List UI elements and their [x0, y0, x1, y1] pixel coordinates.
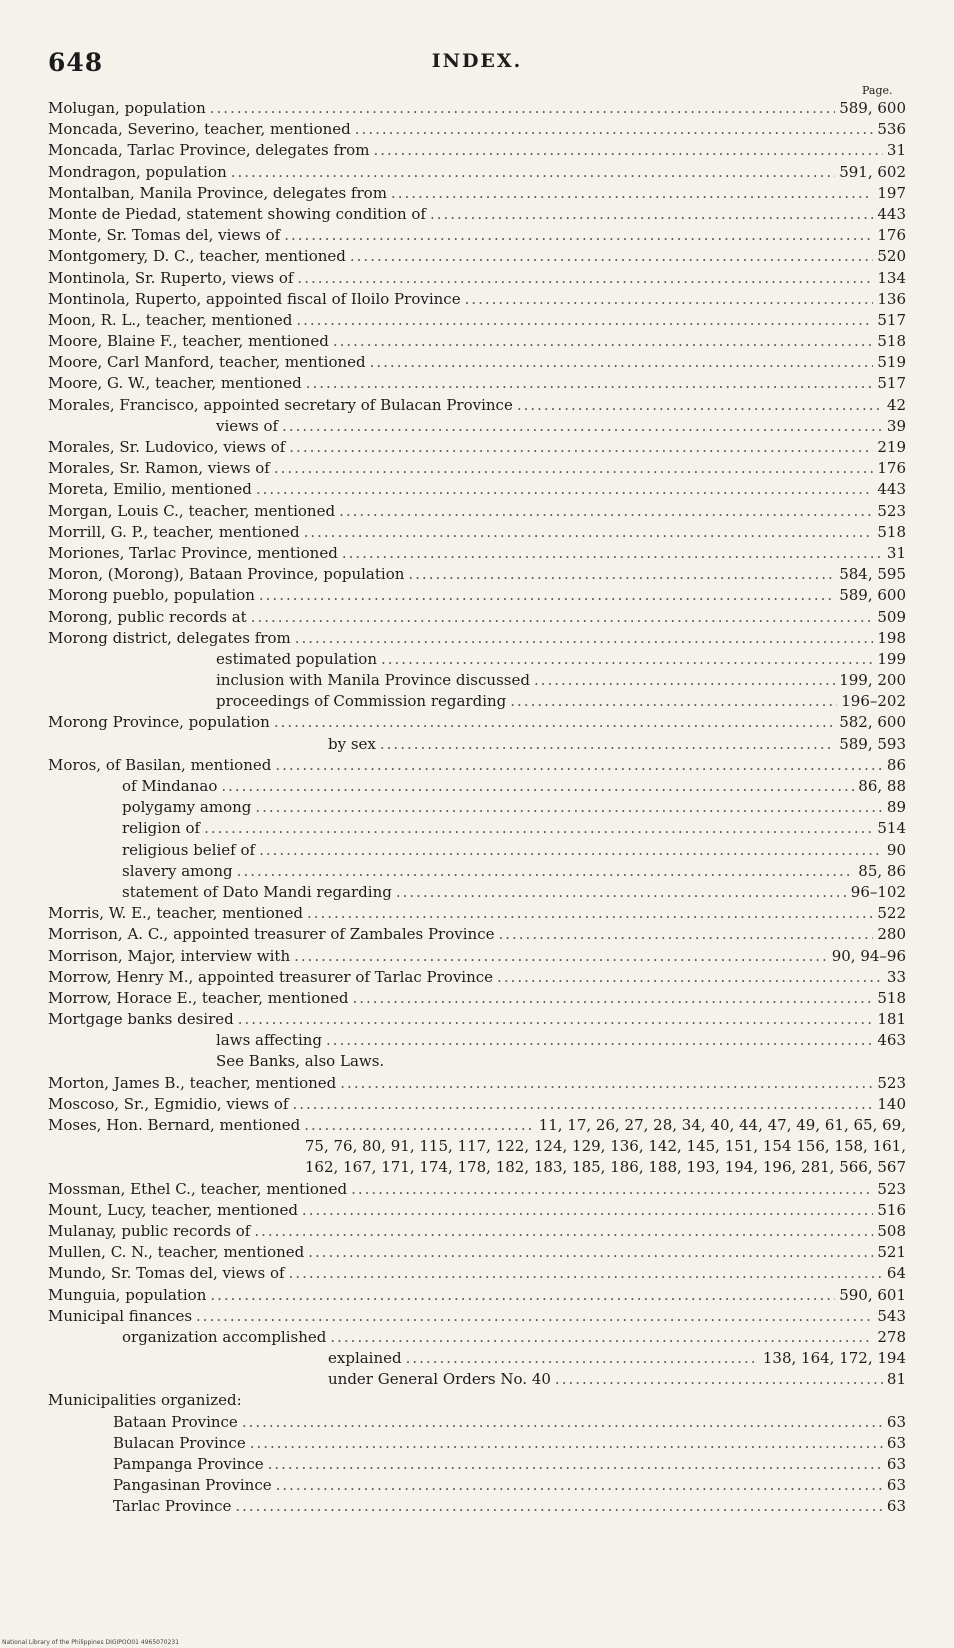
entry-pages: 523 [877, 501, 906, 520]
entry-label: Pangasinan Province [113, 1476, 272, 1495]
leader-dots [256, 479, 874, 500]
index-entry [48, 225, 906, 246]
leader-dots [210, 1285, 835, 1306]
entry-label: Morales, Francisco, appointed secretary of Bulacan Province [48, 395, 513, 414]
leader-dots [342, 543, 883, 564]
leader-dots [333, 331, 874, 352]
entry-label: Morrison, Major, interview with [48, 946, 291, 965]
entry-pages: 584, 595 [839, 565, 906, 584]
entry-label: Morong district, delegates from [48, 628, 291, 647]
index-entry [48, 204, 906, 225]
entry-label: Morton, James B., teacher, mentioned [48, 1073, 337, 1092]
index-entry [48, 988, 906, 1009]
entry-label: Moncada, Tarlac Province, delegates from [48, 141, 370, 160]
index-entry [48, 1200, 906, 1221]
leader-dots [210, 98, 835, 119]
leader-dots [276, 1475, 883, 1496]
entry-label: polygamy among [122, 798, 252, 817]
leader-dots [330, 1327, 873, 1348]
leader-dots [238, 1009, 874, 1030]
leader-dots [391, 183, 873, 204]
entry-pages: 140 [877, 1094, 906, 1113]
entry-pages: 517 [877, 310, 906, 329]
leader-dots [465, 289, 874, 310]
index-entry [48, 734, 906, 755]
index-entry [48, 162, 906, 183]
entry-label: organization accomplished [122, 1327, 327, 1346]
entry-label: Mulanay, public records of [48, 1221, 251, 1240]
index-entry [48, 268, 906, 289]
entry-label: religious belief of [122, 840, 256, 859]
entry-pages: 96–102 [850, 882, 906, 901]
entry-pages: 181 [877, 1010, 906, 1029]
leader-dots [408, 564, 835, 585]
leader-dots [406, 1348, 759, 1369]
index-entry [48, 1475, 906, 1496]
entry-pages: 63 [886, 1412, 906, 1431]
entry-label: Morales, Sr. Ramon, views of [48, 459, 270, 478]
entry-label: proceedings of Commission regarding [216, 692, 507, 711]
index-entry [48, 543, 906, 564]
leader-dots [221, 776, 854, 797]
index-entry [48, 1306, 906, 1327]
leader-dots [275, 755, 883, 776]
leader-dots [284, 225, 873, 246]
index-entry [48, 331, 906, 352]
entry-pages: 522 [877, 904, 906, 923]
leader-dots [297, 268, 873, 289]
index-entry [48, 818, 906, 839]
entry-label: estimated population [216, 649, 377, 668]
index-entry [48, 1242, 906, 1263]
entry-pages: 134 [877, 268, 906, 287]
index-entry [48, 479, 906, 500]
leader-dots [510, 691, 837, 712]
entry-pages: 176 [877, 226, 906, 245]
entry-pages: 280 [877, 925, 906, 944]
entry-label: statement of Dato Mandi regarding [122, 882, 392, 901]
index-entry [48, 1412, 906, 1433]
entry-pages: 86 [886, 755, 906, 774]
leader-dots [370, 352, 874, 373]
entry-pages: 508 [877, 1221, 906, 1240]
leader-dots [352, 988, 873, 1009]
index-entry [48, 246, 906, 267]
entry-pages: 463 [877, 1031, 906, 1050]
entry-label: Moreta, Emilio, mentioned [48, 480, 252, 499]
entry-label: Munguia, population [48, 1285, 207, 1304]
index-entry [48, 1030, 906, 1051]
index-entry [48, 1179, 906, 1200]
leader-dots [295, 628, 874, 649]
entry-pages: 198 [877, 628, 906, 647]
leader-dots [555, 1369, 883, 1390]
index-entry [48, 1496, 906, 1517]
entry-label: Pampanga Province [113, 1455, 264, 1473]
leader-dots [517, 395, 883, 416]
leader-dots [204, 818, 873, 839]
entry-pages: 219 [877, 438, 906, 456]
index-entry [48, 1263, 906, 1284]
entry-pages: 199 [877, 649, 906, 668]
leader-dots [289, 1263, 883, 1284]
entry-label: Bulacan Province [113, 1433, 246, 1452]
entry-label: Morong Province, population [48, 713, 270, 732]
entry-label: Morrow, Henry M., appointed treasurer of Tarlac Province [48, 967, 494, 986]
entry-pages: 75, 76, 80, 91, 115, 117, 122, 124, 129, 136, 142, 145, 151, 154 156, 158, 161, [304, 1137, 906, 1156]
entry-label: Morrison, A. C., appointed treasurer of Zambales Province [48, 925, 495, 944]
entry-pages: 517 [877, 374, 906, 393]
leader-dots [350, 246, 873, 267]
index-entry [48, 310, 906, 331]
entry-pages: 509 [877, 607, 906, 626]
index-entry [48, 416, 906, 437]
index-entry [48, 607, 906, 628]
leader-dots [259, 840, 883, 861]
entry-pages: 81 [886, 1370, 906, 1389]
entry-label: Morales, Sr. Ludovico, views of [48, 438, 286, 456]
entry-pages: 514 [877, 819, 906, 838]
entry-pages: 197 [877, 183, 906, 202]
entry-label: Municipalities organized: [48, 1391, 242, 1410]
leader-dots [250, 1433, 883, 1454]
leader-dots [380, 734, 835, 755]
entry-pages: 443 [877, 480, 906, 499]
entry-pages: 33 [886, 967, 906, 986]
index-entry [48, 501, 906, 522]
entry-pages: 582, 600 [839, 713, 906, 732]
leader-dots [282, 416, 883, 437]
entry-label: Morong, public records at [48, 607, 247, 626]
entry-label: Mortgage banks desired [48, 1010, 234, 1029]
entry-pages: 39 [886, 416, 906, 435]
entry-pages: 520 [877, 247, 906, 266]
index-entry [48, 395, 906, 416]
index-entry [48, 1390, 906, 1411]
entry-pages: 63 [886, 1455, 906, 1473]
leader-dots [396, 882, 847, 903]
entry-label: explained [328, 1349, 402, 1368]
leader-dots [296, 310, 873, 331]
entry-pages: 518 [877, 522, 906, 541]
entry-label: Mossman, Ethel C., teacher, mentioned [48, 1179, 348, 1198]
leader-dots [289, 437, 873, 458]
entry-label: Moncada, Severino, teacher, mentioned [48, 120, 351, 139]
entry-label: Moon, R. L., teacher, mentioned [48, 310, 293, 329]
entry-label: Morrill, G. P., teacher, mentioned [48, 522, 300, 541]
index-entry [48, 289, 906, 310]
index-entry [48, 776, 906, 797]
leader-dots [430, 204, 873, 225]
leader-dots [294, 946, 828, 967]
leader-dots [292, 1094, 873, 1115]
entry-label: Moscoso, Sr., Egmidio, views of [48, 1094, 289, 1113]
entry-pages: 63 [886, 1433, 906, 1452]
leader-dots [308, 1242, 873, 1263]
leader-dots [498, 924, 873, 945]
entry-pages: 64 [886, 1264, 906, 1283]
leader-dots [351, 1179, 873, 1200]
leader-dots [274, 458, 874, 479]
entry-label: laws affecting [216, 1031, 323, 1050]
entry-pages: 63 [886, 1497, 906, 1516]
entry-pages: 518 [877, 988, 906, 1007]
index-entry [48, 1348, 906, 1369]
index-entry [48, 1369, 906, 1390]
index-entry [48, 967, 906, 988]
index-entry [48, 522, 906, 543]
leader-dots [326, 1030, 873, 1051]
index-entry [48, 649, 906, 670]
entry-pages: 85, 86 [858, 861, 906, 880]
entry-pages: 42 [886, 395, 906, 414]
entry-label: inclusion with Manila Province discussed [216, 671, 530, 690]
index-entry [48, 1051, 906, 1072]
scan-footer: National Library of the Philippines DIGIPOO01 4965070231 [2, 1639, 180, 1646]
entry-label: Molugan, population [48, 99, 206, 117]
page-column-label: Page. [862, 84, 893, 97]
leader-dots [307, 903, 873, 924]
entry-pages: 136 [877, 289, 906, 308]
leader-dots [235, 1496, 883, 1517]
leader-dots [306, 373, 874, 394]
entry-pages: 521 [877, 1243, 906, 1262]
leader-dots [381, 649, 873, 670]
entry-label: religion of [122, 819, 201, 838]
entry-label: Montgomery, D. C., teacher, mentioned [48, 247, 346, 266]
entry-pages: 443 [877, 204, 906, 223]
entry-pages: 518 [877, 332, 906, 351]
entry-pages: 31 [886, 141, 906, 160]
index-entry [48, 797, 906, 818]
entry-label: Mount, Lucy, teacher, mentioned [48, 1200, 298, 1219]
leader-dots [274, 712, 835, 733]
entry-label: Monte, Sr. Tomas del, views of [48, 226, 281, 245]
index-entry [48, 924, 906, 945]
entry-label: See Banks, also Laws. [216, 1052, 385, 1071]
entry-label: Bataan Province [113, 1412, 238, 1431]
entry-pages: 278 [877, 1327, 906, 1346]
leader-dots [251, 607, 874, 628]
entry-pages: 162, 167, 171, 174, 178, 182, 183, 185, 186, 188, 193, 194, 196, 281, 566, 567 [304, 1158, 906, 1177]
leader-dots [237, 861, 855, 882]
entry-label: Moore, Carl Manford, teacher, mentioned [48, 353, 366, 372]
entry-pages: 543 [877, 1306, 906, 1325]
index-entry [48, 946, 906, 967]
leader-dots [196, 1306, 873, 1327]
entry-pages: 199, 200 [839, 671, 906, 690]
entry-label: slavery among [122, 861, 233, 880]
index-entry [48, 98, 906, 119]
index-entry [48, 585, 906, 606]
index-entry [48, 670, 906, 691]
index-entry [48, 1454, 906, 1475]
leader-dots [340, 1073, 873, 1094]
entry-pages: 196–202 [841, 692, 906, 711]
entry-pages: 591, 602 [839, 162, 906, 181]
entry-label: Mullen, C. N., teacher, mentioned [48, 1243, 305, 1262]
index-entry [48, 1136, 906, 1157]
index-entry [48, 903, 906, 924]
leader-dots [497, 967, 883, 988]
entry-label: Montinola, Ruperto, appointed fiscal of Iloilo Province [48, 289, 461, 308]
entry-pages: 523 [877, 1179, 906, 1198]
index-entry [48, 1157, 906, 1178]
index-entry [48, 140, 906, 161]
leader-dots [242, 1412, 883, 1433]
entry-pages: 589, 600 [839, 586, 906, 605]
entry-label: Mundo, Sr. Tomas del, views of [48, 1264, 285, 1283]
entry-label: under General Orders No. 40 [328, 1370, 551, 1389]
page-number: 648 [48, 48, 104, 77]
entry-label: Morris, W. E., teacher, mentioned [48, 904, 303, 923]
index-entry [48, 861, 906, 882]
index-entry [48, 1327, 906, 1348]
entry-label: by sex [328, 734, 376, 753]
entry-pages: 138, 164, 172, 194 [762, 1349, 906, 1368]
index-entry [48, 712, 906, 733]
index-entry [48, 1285, 906, 1306]
index-entry [48, 119, 906, 140]
entry-pages: 90, 94–96 [831, 946, 906, 965]
entry-label: Tarlac Province [113, 1497, 232, 1516]
index-entry [48, 1009, 906, 1030]
entry-label: Moriones, Tarlac Province, mentioned [48, 543, 338, 562]
index-entry [48, 1221, 906, 1242]
leader-dots [259, 585, 835, 606]
entry-label: Moros, of Basilan, mentioned [48, 755, 272, 774]
index-entry [48, 373, 906, 394]
index-entry [48, 882, 906, 903]
leader-dots [268, 1454, 883, 1475]
leader-dots [255, 797, 883, 818]
leader-dots [373, 140, 882, 161]
index-entry [48, 183, 906, 204]
leader-dots [355, 119, 874, 140]
index-entry [48, 691, 906, 712]
entry-pages: 589, 600 [839, 99, 906, 117]
entry-pages: 89 [886, 798, 906, 817]
entry-pages: 589, 593 [839, 734, 906, 753]
entry-label: Moses, Hon. Bernard, mentioned [48, 1116, 301, 1134]
index-entries [48, 98, 906, 1518]
entry-label: Municipal finances [48, 1306, 193, 1325]
index-entry [48, 1433, 906, 1454]
entry-pages: 31 [886, 543, 906, 562]
page-title: INDEX. [431, 50, 523, 72]
entry-pages: 63 [886, 1476, 906, 1495]
leader-dots [231, 162, 835, 183]
leader-dots [304, 522, 874, 543]
index-entry [48, 628, 906, 649]
entry-label: Mondragon, population [48, 162, 227, 181]
entry-label: Moron, (Morong), Bataan Province, population [48, 565, 405, 584]
entry-label: Morgan, Louis C., teacher, mentioned [48, 501, 336, 520]
entry-pages: 536 [877, 120, 906, 139]
entry-label: Moore, G. W., teacher, mentioned [48, 374, 302, 393]
entry-label: Morrow, Horace E., teacher, mentioned [48, 988, 349, 1007]
index-entry [48, 755, 906, 776]
leader-dots [339, 501, 873, 522]
index-entry [48, 564, 906, 585]
index-entry [48, 1073, 906, 1094]
index-entry [48, 1115, 906, 1136]
entry-pages: 519 [877, 353, 906, 372]
entry-label: Monte de Piedad, statement showing condition of [48, 204, 426, 223]
entry-label: views of [216, 416, 279, 435]
entry-label: Morong pueblo, population [48, 586, 255, 605]
index-entry [48, 437, 906, 458]
leader-dots [302, 1200, 873, 1221]
index-entry [48, 352, 906, 373]
entry-pages: 11, 17, 26, 27, 28, 34, 40, 44, 47, 49, 61, 65, 69, [538, 1116, 906, 1134]
index-entry [48, 1094, 906, 1115]
entry-pages: 90 [886, 840, 906, 859]
entry-pages: 176 [877, 459, 906, 478]
entry-label: Montalban, Manila Province, delegates from [48, 183, 387, 202]
leader-dots [304, 1115, 534, 1136]
index-entry [48, 840, 906, 861]
entry-pages: 516 [877, 1200, 906, 1219]
leader-dots [534, 670, 835, 691]
entry-pages: 523 [877, 1073, 906, 1092]
entry-label: Montinola, Sr. Ruperto, views of [48, 268, 294, 287]
entry-pages: 86, 88 [858, 777, 906, 795]
entry-pages: 590, 601 [839, 1285, 906, 1304]
index-entry [48, 458, 906, 479]
entry-label: of Mindanao [122, 777, 218, 795]
leader-dots [254, 1221, 873, 1242]
entry-label: Moore, Blaine F., teacher, mentioned [48, 332, 329, 351]
